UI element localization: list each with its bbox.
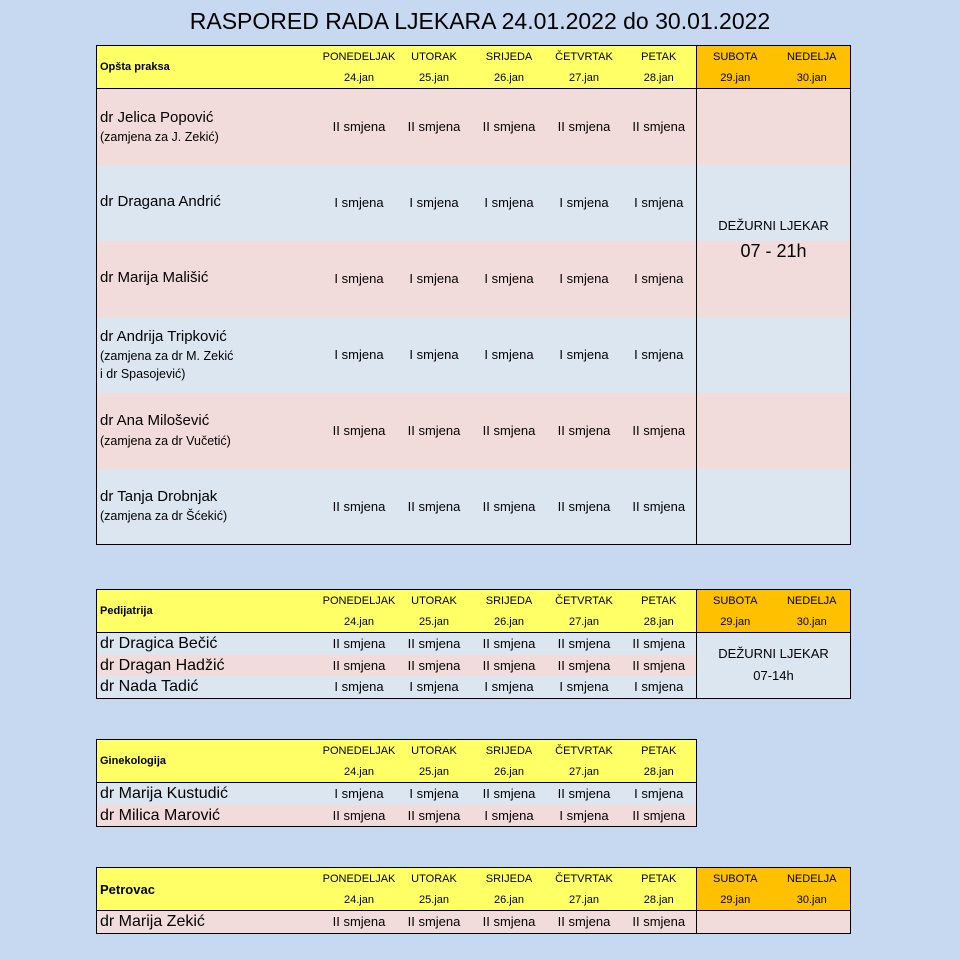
day-header: PETAK xyxy=(622,740,697,762)
weekend-date: 30.jan xyxy=(774,67,851,89)
shift-cell: I smjena xyxy=(472,241,547,317)
shift-cell: I smjena xyxy=(547,805,622,827)
duty-doctor-cell xyxy=(697,165,851,317)
table-row xyxy=(97,89,851,165)
doctor-cell xyxy=(97,469,322,545)
doctor-cell xyxy=(97,633,322,655)
doctor-name: dr Milica Marović xyxy=(100,806,221,824)
shift-cell: II smjena xyxy=(547,783,622,805)
weekend-cell xyxy=(697,393,851,469)
shift-cell: I smjena xyxy=(322,317,397,393)
duty-doctor-cell xyxy=(697,633,851,699)
shift-cell: I smjena xyxy=(547,165,622,241)
day-header: PETAK xyxy=(622,868,697,890)
shift-cell: I smjena xyxy=(622,241,697,317)
shift-cell: II smjena xyxy=(472,633,547,655)
weekend-cell xyxy=(697,89,851,165)
doctor-note: (zamjena za J. Zekić) xyxy=(100,129,219,144)
shift-cell: II smjena xyxy=(472,393,547,469)
shift-cell: I smjena xyxy=(322,783,397,805)
weekend-date: 30.jan xyxy=(774,611,851,633)
shift-cell: II smjena xyxy=(322,805,397,827)
doctor-note: (zamjena za dr Vučetić) xyxy=(100,433,231,448)
day-header: SRIJEDA xyxy=(472,868,547,890)
shift-cell: II smjena xyxy=(322,469,397,545)
doctor-cell xyxy=(97,317,322,393)
table-row xyxy=(97,633,851,655)
weekend-header: NEDELJA xyxy=(774,590,851,612)
doctor-name: dr Dragana Andrić xyxy=(100,193,221,211)
day-header: ČETVRTAK xyxy=(547,740,622,762)
doctor-cell xyxy=(97,393,322,469)
section-ginekologija xyxy=(96,739,697,827)
shift-cell: II smjena xyxy=(322,393,397,469)
weekend-header: NEDELJA xyxy=(774,46,851,68)
date-header: 24.jan xyxy=(322,611,397,633)
doctor-name: dr Nada Tadić xyxy=(100,678,199,696)
date-header: 26.jan xyxy=(472,761,547,783)
section-petrovac xyxy=(96,867,851,934)
date-header: 26.jan xyxy=(472,67,547,89)
weekend-date: 30.jan xyxy=(774,889,851,911)
date-header: 24.jan xyxy=(322,67,397,89)
shift-cell: II smjena xyxy=(322,655,397,677)
weekend-cell xyxy=(697,911,851,934)
doctor-cell xyxy=(97,655,322,677)
duty-hours: 07-14h xyxy=(753,668,794,684)
date-header: 24.jan xyxy=(322,761,397,783)
doctor-cell xyxy=(97,783,322,805)
shift-cell: II smjena xyxy=(547,911,622,934)
shift-cell: II smjena xyxy=(622,89,697,165)
doctor-cell xyxy=(97,241,322,317)
shift-cell: II smjena xyxy=(472,89,547,165)
doctor-name: dr Dragan Hadžić xyxy=(100,656,225,674)
shift-cell: II smjena xyxy=(397,805,472,827)
shift-cell: II smjena xyxy=(622,469,697,545)
day-header: UTORAK xyxy=(397,590,472,612)
shift-cell: I smjena xyxy=(472,165,547,241)
shift-cell: II smjena xyxy=(322,911,397,934)
doctor-cell xyxy=(97,676,322,698)
table-row xyxy=(97,805,697,827)
section-name: Pedijatrija xyxy=(97,590,322,633)
shift-cell: II smjena xyxy=(472,655,547,677)
date-header: 28.jan xyxy=(622,611,697,633)
table-row xyxy=(97,469,851,545)
shift-cell: II smjena xyxy=(397,655,472,677)
table-row xyxy=(97,393,851,469)
shift-cell: II smjena xyxy=(547,633,622,655)
day-header: UTORAK xyxy=(397,868,472,890)
doctor-name: dr Marija Kustudić xyxy=(100,785,229,802)
shift-cell: I smjena xyxy=(472,676,547,698)
doctor-note: i dr Spasojević) xyxy=(100,366,186,381)
shift-cell: I smjena xyxy=(622,676,697,698)
section-opsta-praksa xyxy=(96,45,851,545)
duty-hours: 07 - 21h xyxy=(740,240,807,261)
day-header: UTORAK xyxy=(397,740,472,762)
doctor-name: dr Jelica Popović xyxy=(100,108,214,126)
shift-cell: I smjena xyxy=(397,241,472,317)
date-header: 25.jan xyxy=(397,611,472,633)
page-title: RASPORED RADA LJEKARA 24.01.2022 do 30.01.2022 xyxy=(189,8,771,34)
shift-cell: II smjena xyxy=(397,393,472,469)
shift-cell: II smjena xyxy=(547,393,622,469)
shift-cell: II smjena xyxy=(322,633,397,655)
doctor-cell xyxy=(97,805,322,827)
weekend-header: SUBOTA xyxy=(697,46,774,68)
day-header: UTORAK xyxy=(397,46,472,68)
day-header: PONEDELJAK xyxy=(322,590,397,612)
shift-cell: II smjena xyxy=(622,911,697,934)
weekend-cell xyxy=(697,469,851,545)
date-header: 24.jan xyxy=(322,889,397,911)
date-header: 25.jan xyxy=(397,889,472,911)
doctor-name: dr Marija Mališić xyxy=(100,269,209,287)
date-header: 27.jan xyxy=(547,761,622,783)
day-header: PONEDELJAK xyxy=(322,740,397,762)
section-name: Ginekologija xyxy=(97,740,322,783)
date-header: 28.jan xyxy=(622,67,697,89)
shift-cell: I smjena xyxy=(397,165,472,241)
shift-cell: I smjena xyxy=(397,783,472,805)
shift-cell: II smjena xyxy=(547,89,622,165)
date-header: 26.jan xyxy=(472,611,547,633)
table-row xyxy=(97,317,851,393)
shift-cell: I smjena xyxy=(322,165,397,241)
doctor-name: dr Andrija Tripković xyxy=(100,327,227,345)
day-header: ČETVRTAK xyxy=(547,46,622,68)
shift-cell: I smjena xyxy=(622,783,697,805)
doctor-cell xyxy=(97,165,322,241)
shift-cell: II smjena xyxy=(397,469,472,545)
weekend-date: 29.jan xyxy=(697,67,774,89)
date-header: 25.jan xyxy=(397,761,472,783)
shift-cell: II smjena xyxy=(472,783,547,805)
day-header: ČETVRTAK xyxy=(547,868,622,890)
doctor-note: (zamjena za dr Šćekić) xyxy=(100,509,228,524)
shift-cell: I smjena xyxy=(397,676,472,698)
weekend-header: NEDELJA xyxy=(774,868,851,890)
weekend-date: 29.jan xyxy=(697,611,774,633)
shift-cell: II smjena xyxy=(397,911,472,934)
date-header: 26.jan xyxy=(472,889,547,911)
shift-cell: I smjena xyxy=(322,676,397,698)
day-header: PONEDELJAK xyxy=(322,46,397,68)
day-header: SRIJEDA xyxy=(472,590,547,612)
weekend-cell xyxy=(697,317,851,393)
day-header: SRIJEDA xyxy=(472,740,547,762)
shift-cell: II smjena xyxy=(547,655,622,677)
weekend-header: SUBOTA xyxy=(697,868,774,890)
weekend-date: 29.jan xyxy=(697,889,774,911)
date-header: 27.jan xyxy=(547,889,622,911)
day-header: PONEDELJAK xyxy=(322,868,397,890)
shift-cell: I smjena xyxy=(547,317,622,393)
duty-label: DEŽURNI LJEKAR xyxy=(718,217,829,233)
shift-cell: I smjena xyxy=(472,317,547,393)
doctor-name: dr Ana Milošević xyxy=(100,412,210,430)
table-row xyxy=(97,165,851,241)
date-header: 28.jan xyxy=(622,889,697,911)
section-pedijatrija xyxy=(96,589,851,699)
duty-label: DEŽURNI LJEKAR xyxy=(718,646,829,662)
day-header: ČETVRTAK xyxy=(547,590,622,612)
doctor-name: dr Dragica Bečić xyxy=(100,635,218,652)
date-header: 27.jan xyxy=(547,611,622,633)
shift-cell: I smjena xyxy=(322,241,397,317)
weekend-header: SUBOTA xyxy=(697,590,774,612)
shift-cell: I smjena xyxy=(622,165,697,241)
doctor-cell xyxy=(97,911,322,934)
shift-cell: II smjena xyxy=(397,633,472,655)
doctor-cell xyxy=(97,89,322,165)
shift-cell: I smjena xyxy=(547,241,622,317)
day-header: PETAK xyxy=(622,46,697,68)
section-name: Petrovac xyxy=(97,868,322,911)
table-row xyxy=(97,911,851,934)
shift-cell: II smjena xyxy=(622,655,697,677)
shift-cell: II smjena xyxy=(622,633,697,655)
doctor-name: dr Tanja Drobnjak xyxy=(100,488,218,506)
shift-cell: II smjena xyxy=(472,469,547,545)
date-header: 27.jan xyxy=(547,67,622,89)
shift-cell: II smjena xyxy=(622,393,697,469)
shift-cell: II smjena xyxy=(322,89,397,165)
shift-cell: II smjena xyxy=(547,469,622,545)
shift-cell: II smjena xyxy=(472,911,547,934)
shift-cell: I smjena xyxy=(547,676,622,698)
shift-cell: II smjena xyxy=(622,805,697,827)
day-header: SRIJEDA xyxy=(472,46,547,68)
table-row xyxy=(97,783,697,805)
doctor-name: dr Marija Zekić xyxy=(100,913,205,930)
doctor-note: (zamjena za dr M. Zekić xyxy=(100,348,234,363)
date-header: 25.jan xyxy=(397,67,472,89)
date-header: 28.jan xyxy=(622,761,697,783)
shift-cell: I smjena xyxy=(622,317,697,393)
section-name: Opšta praksa xyxy=(97,46,322,89)
shift-cell: II smjena xyxy=(397,89,472,165)
day-header: PETAK xyxy=(622,590,697,612)
shift-cell: I smjena xyxy=(397,317,472,393)
shift-cell: I smjena xyxy=(472,805,547,827)
